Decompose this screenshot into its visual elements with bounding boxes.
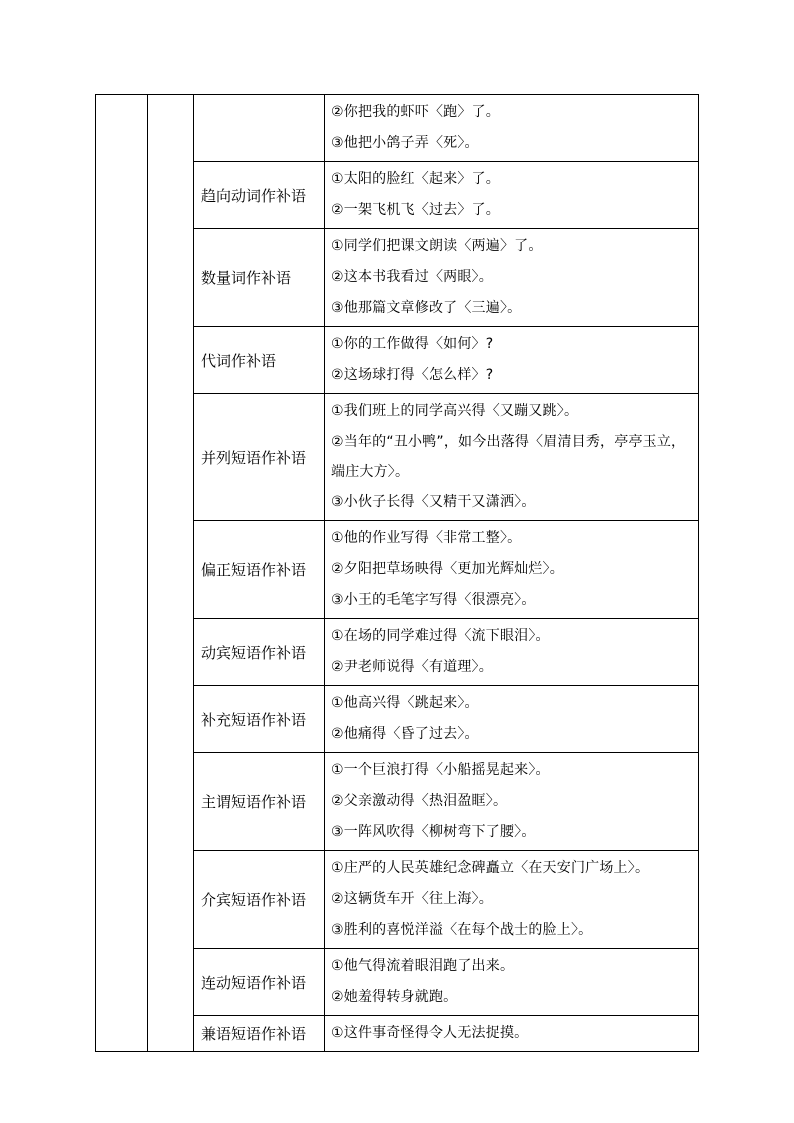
examples-cell [325, 949, 699, 1016]
example-text: ③胜利的喜悦洋溢〈在每个战士的脸上〉。 [331, 922, 593, 938]
example-text: ②夕阳把草场映得〈更加光辉灿烂〉。 [331, 561, 564, 577]
examples-cell [325, 686, 699, 753]
type-cell [194, 95, 325, 162]
example-text: ①太阳的脸红〈起来〉了。 [331, 171, 500, 187]
example-text: ③他把小鸽子弄〈死〉。 [331, 135, 479, 151]
example-text: ①这件事奇怪得令人无法捉摸。 [331, 1025, 529, 1041]
example-text: ①在场的同学难过得〈流下眼泪〉。 [331, 628, 550, 644]
type-cell: 补充短语作补语 [194, 686, 325, 753]
complement-table [95, 94, 699, 1052]
example-text: ③一阵风吹得〈柳树弯下了腰〉。 [331, 824, 536, 840]
example-text: ①同学们把课文朗读〈两遍〉了。 [331, 238, 543, 254]
example-text: ②父亲激动得〈热泪盈眶〉。 [331, 793, 508, 809]
example-text: ③他那篇文章修改了〈三遍〉。 [331, 300, 522, 316]
example-text: ②一架飞机飞〈过去〉了。 [331, 202, 500, 218]
type-cell: 并列短语作补语 [194, 394, 325, 521]
type-cell: 趋向动词作补语 [194, 162, 325, 229]
example-text: ①一个巨浪打得〈小船摇晃起来〉。 [331, 762, 550, 778]
type-cell: 数量词作补语 [194, 229, 325, 327]
example-text: ②你把我的虾吓〈跑〉了。 [331, 104, 500, 120]
example-text: ①我们班上的同学高兴得〈又蹦又跳〉。 [331, 403, 579, 419]
example-text: ①他气得流着眼泪跑了出来。 [331, 958, 515, 974]
examples-cell [325, 521, 699, 619]
type-cell: 连动短语作补语 [194, 949, 325, 1016]
example-text: ②他痛得〈昏了过去〉。 [331, 726, 479, 742]
type-cell: 偏正短语作补语 [194, 521, 325, 619]
examples-cell [325, 851, 699, 949]
example-text: ②这辆货车开〈往上海〉。 [331, 891, 493, 907]
example-text: ②这场球打得〈怎么样〉? [331, 367, 494, 383]
example-text: ②尹老师说得〈有道理〉。 [331, 659, 493, 675]
type-cell: 代词作补语 [194, 327, 325, 394]
table-row [96, 95, 699, 162]
type-cell: 兼语短语作补语 [194, 1016, 325, 1052]
example-text: ①你的工作做得〈如何〉? [331, 336, 494, 352]
example-text: ③小伙子长得〈又精干又潇洒〉。 [331, 494, 536, 510]
example-text: ①他高兴得〈跳起来〉。 [331, 695, 479, 711]
examples-cell [325, 95, 699, 162]
example-text: ①庄严的人民英雄纪念碑矗立〈在天安门广场上〉。 [331, 860, 650, 876]
example-text: ②她羞得转身就跑。 [331, 989, 458, 1005]
examples-cell [325, 327, 699, 394]
examples-cell [325, 229, 699, 327]
type-cell: 介宾短语作补语 [194, 851, 325, 949]
example-text: ②这本书我看过〈两眼〉。 [331, 269, 493, 285]
type-cell: 动宾短语作补语 [194, 619, 325, 686]
examples-cell [325, 753, 699, 851]
examples-cell [325, 619, 699, 686]
subcategory-cell [148, 95, 194, 1052]
examples-cell [325, 162, 699, 229]
category-cell [96, 95, 148, 1052]
type-cell: 主谓短语作补语 [194, 753, 325, 851]
examples-cell [325, 1016, 699, 1052]
table-body [96, 95, 699, 1052]
example-text: ②当年的“丑小鸭”，如今出落得〈眉清目秀，亭亭玉立，端庄大方〉。 [331, 434, 686, 480]
examples-cell [325, 394, 699, 521]
example-text: ①他的作业写得〈非常工整〉。 [331, 530, 522, 546]
example-text: ③小王的毛笔字写得〈很漂亮〉。 [331, 592, 536, 608]
